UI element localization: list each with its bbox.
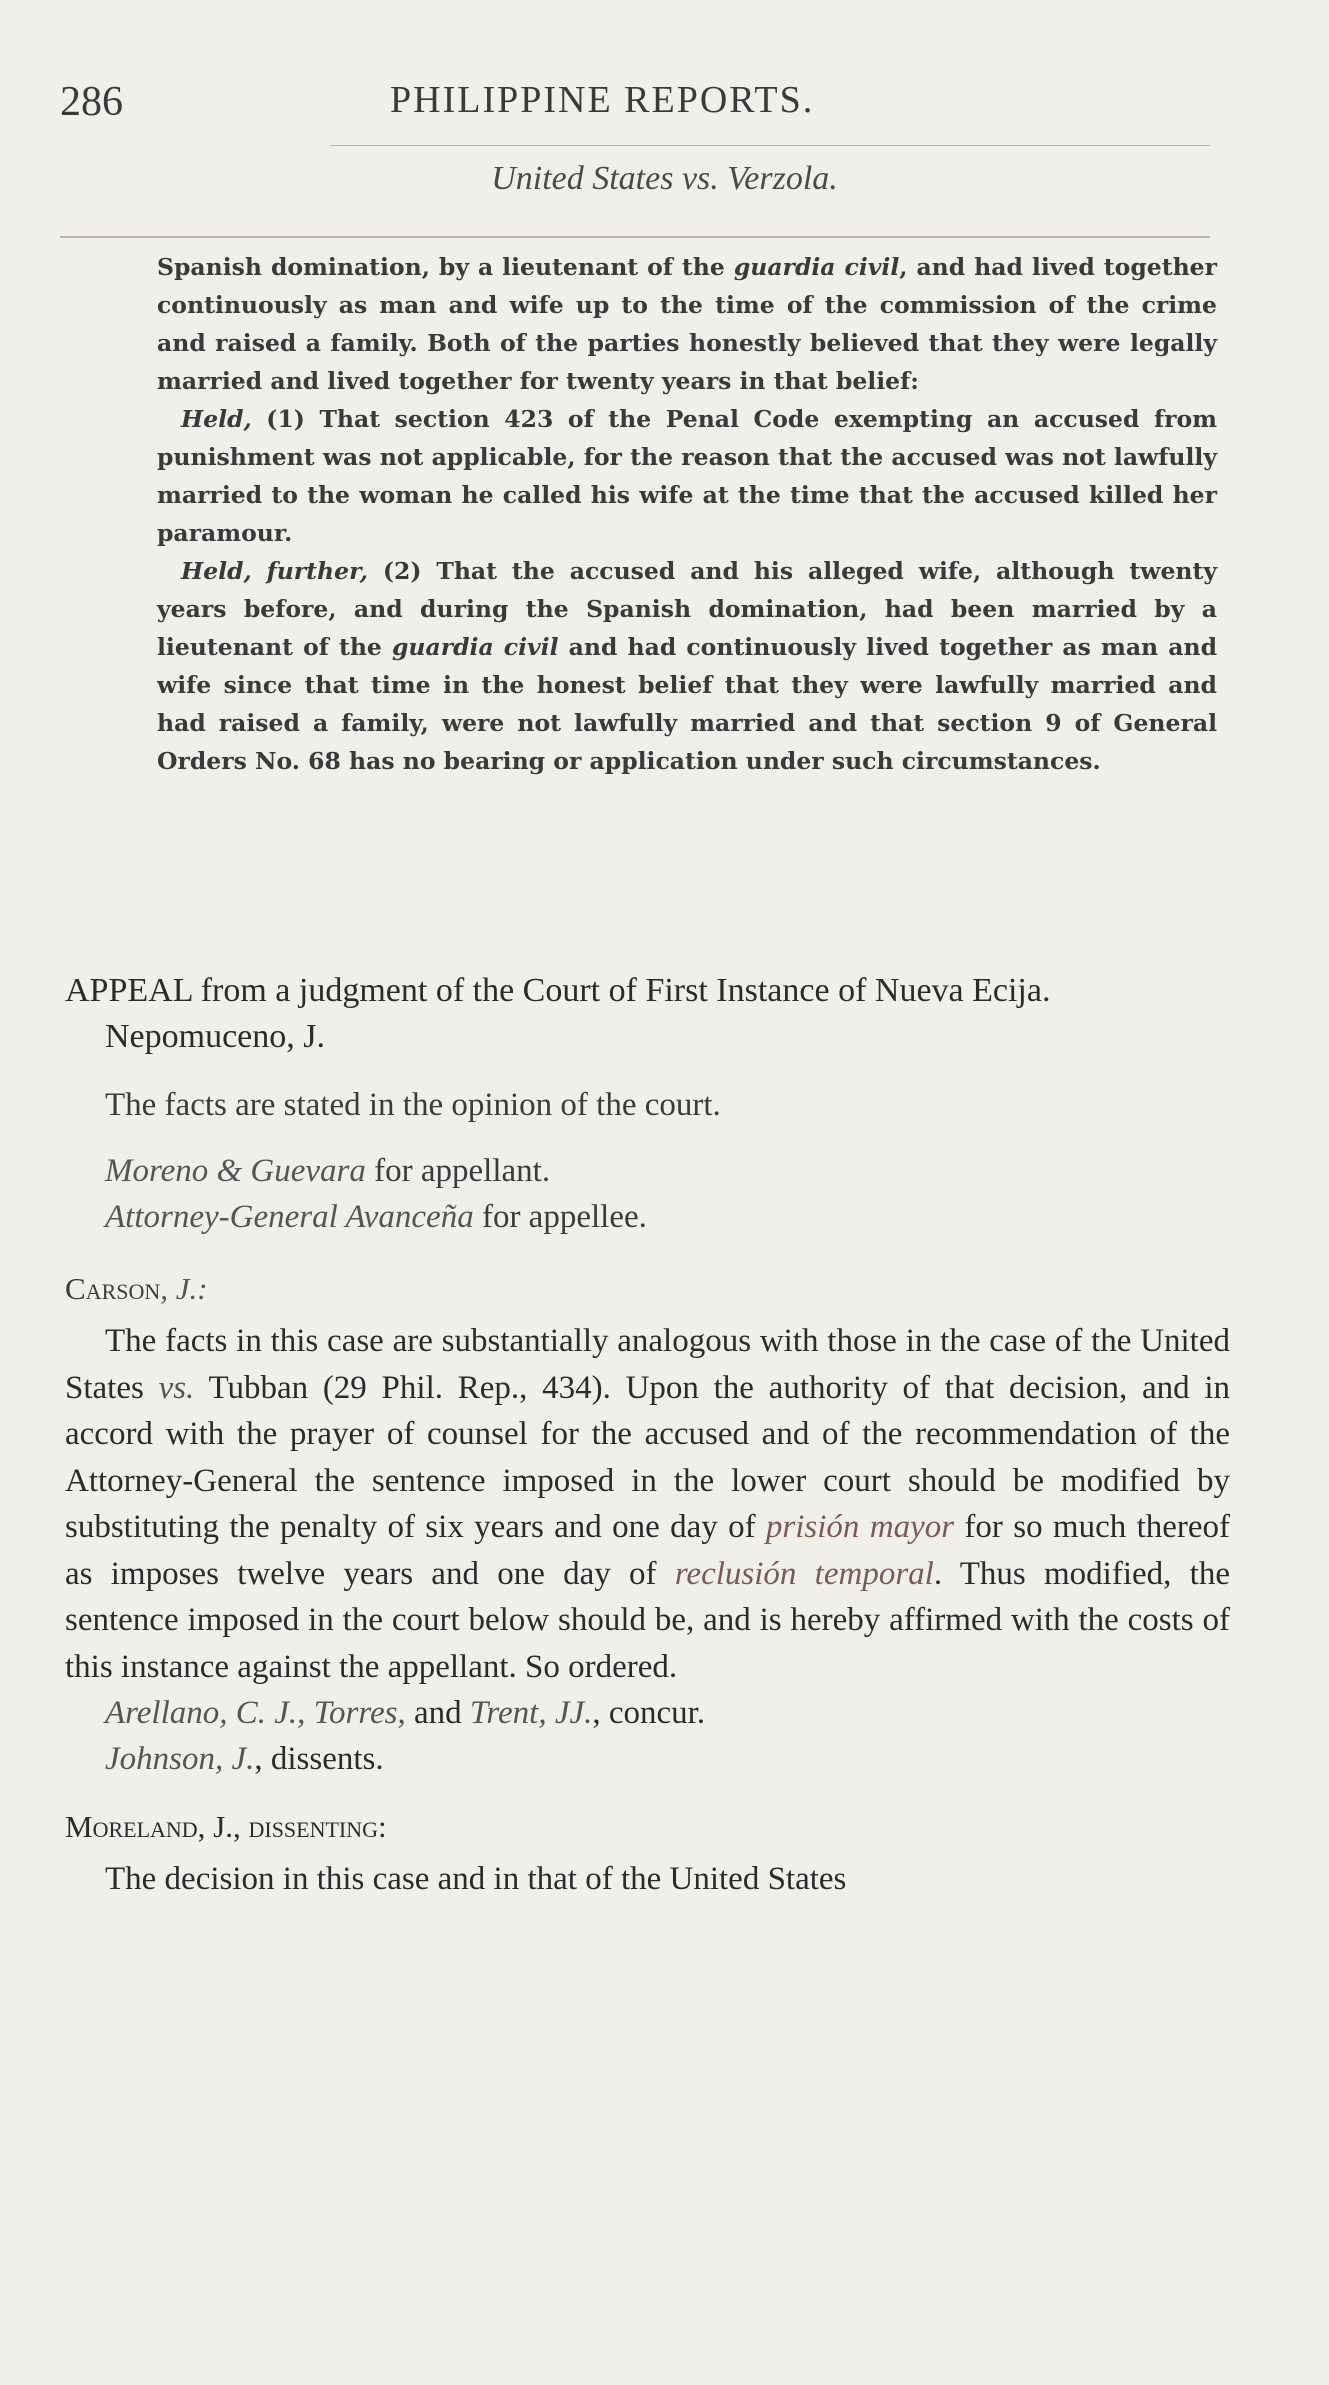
case-title: United States vs. Verzola. [491,160,838,197]
opinion-author: Carson, J.: [65,1271,208,1306]
held-second: Held, further, (2) That the accused and his alleged wife, although twenty years before, and during the Spanish domination, had been married by a lieutenant of the guardia civil and had continuously lived together as man and wife since that time in the honest belief that they were lawfully married and had raised a family, were not lawfully married and that section 9 of General Orders No. 68 has no bearing or application under such circumstances. [157,557,1217,775]
dissent-note: Johnson, J., dissents. [105,1741,384,1777]
running-head: PHILIPPINE REPORTS. [390,79,815,121]
dissent-text: The decision in this case and in that of the United States [105,1861,847,1897]
counsel-appellee: Attorney-General Avanceña for appellee. [105,1199,647,1235]
main-text [65,968,1230,1902]
held-first: Held, (1) That section 423 of the Penal Code exempting an accused from punishment was not applicable, for the reason that the accused was not lawfully married to the woman he called his wife at the time that the accused killed her paramour. [157,405,1217,547]
page-header [60,78,1230,138]
title-rule [60,236,1210,238]
syllabus-paragraph: Spanish domination, by a lieutenant of the guardia civil, and had lived together continuously as man and wife up to the time of the commission of the crime and raised a family. Both of the parties honestly believed that they were legally married and lived together for twenty years in that belief: [157,253,1217,395]
page-number: 286 [60,79,123,125]
syllabus [157,248,1217,780]
opinion-text: The facts in this case are substantially analogous with those in the case of the United States vs. Tubban (29 Phil. Rep., 434). Upon the authority of that decision, and in accord with the prayer of counsel for the accused and of the recommendation of the Attorney-General the sentence imposed in the lower court should be modified by substituting the penalty of six years and one day of prisión mayor for so much thereof as imposes twelve years and one day of reclusión temporal. Thus modified, the sentence imposed in the court below should be, and is hereby affirmed with the costs of this instance against the appellant. So ordered. [65,1323,1231,1685]
facts-statement: The facts are stated in the opinion of the court. [105,1087,721,1123]
dissent-author: Moreland, J., dissenting: [65,1809,387,1844]
counsel-block [65,1148,1230,1240]
concurrence-line: Arellano, C. J., Torres, and Trent, JJ., concur. [105,1695,706,1731]
appeal-line: APPEAL from a judgment of the Court of First Instance of Nueva Ecija. Nepomuceno, J. [65,972,1051,1055]
header-rule [330,145,1210,146]
counsel-appellant: Moreno & Guevara for appellant. [105,1153,551,1189]
